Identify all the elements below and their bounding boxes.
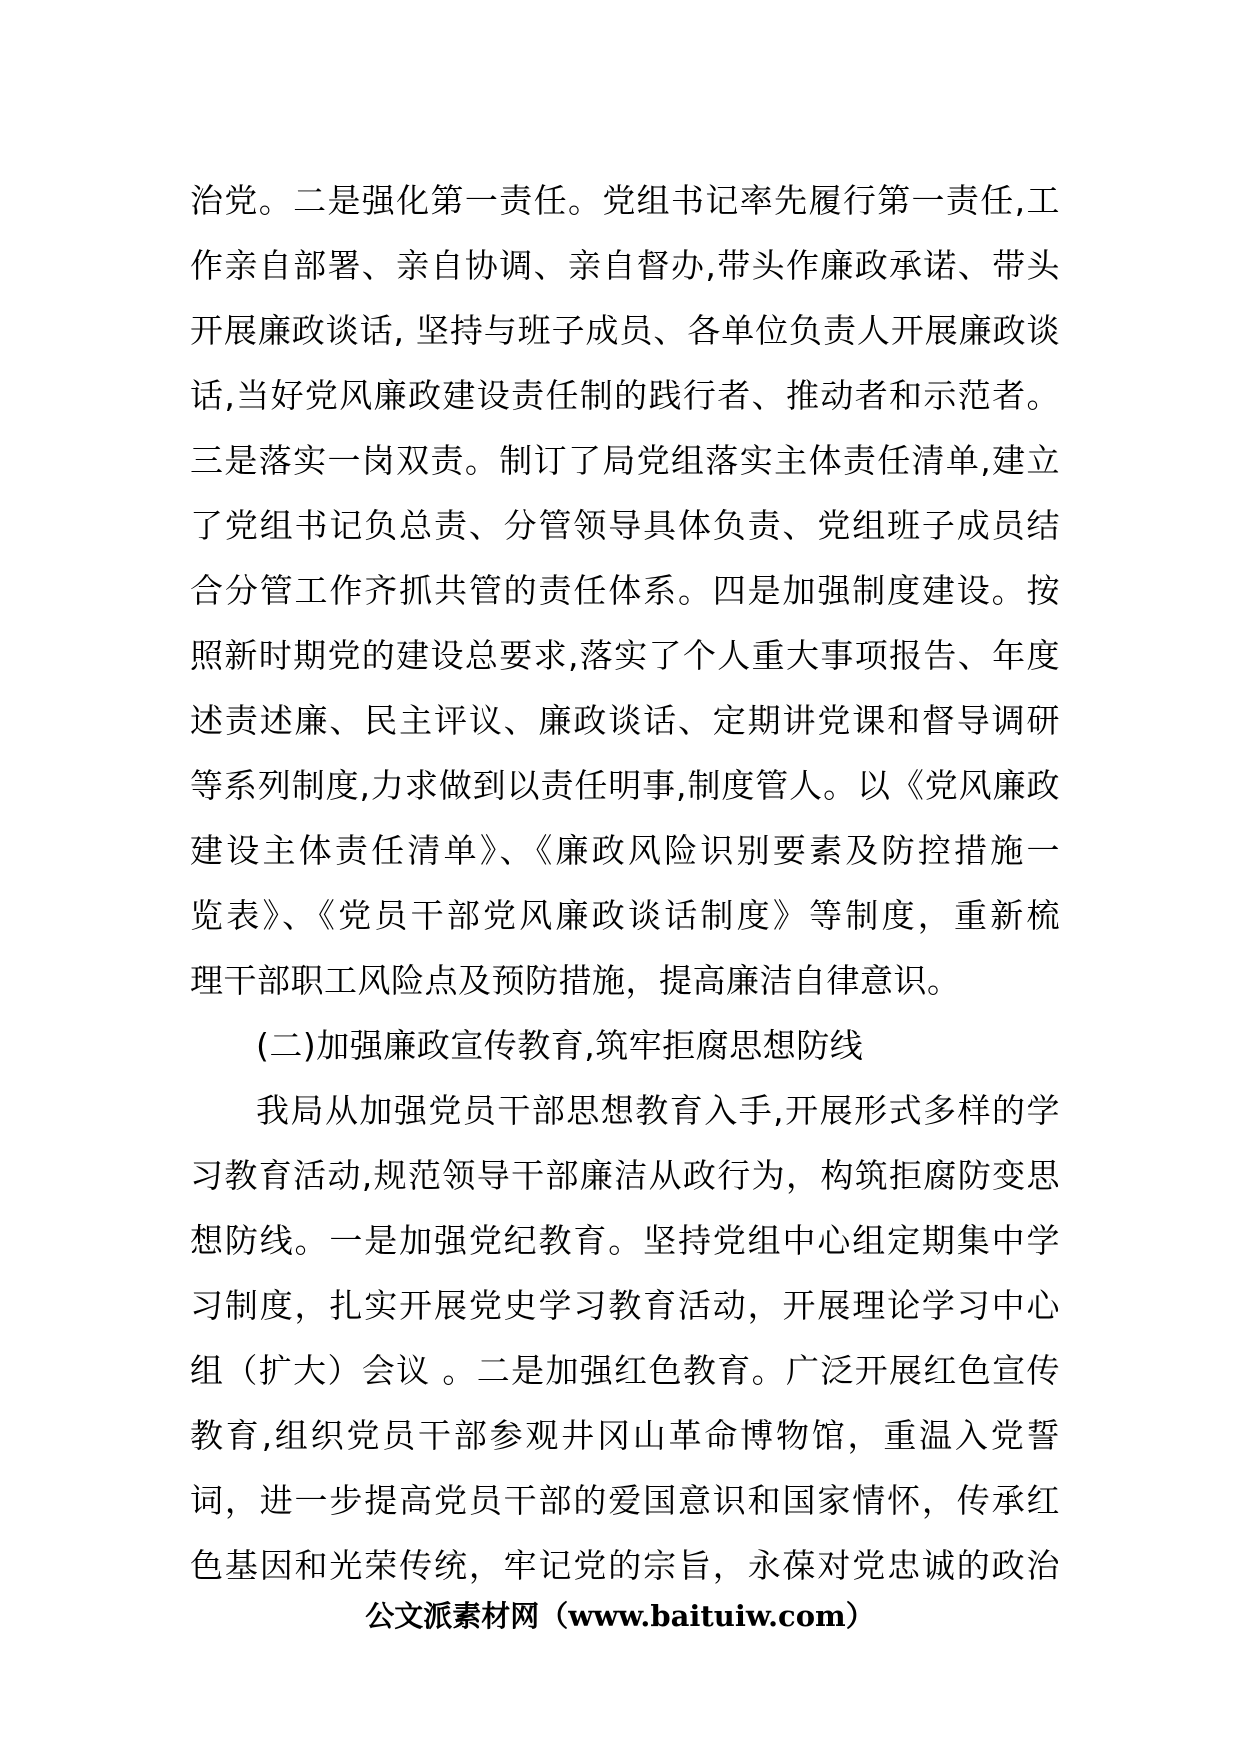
text-line: 览表》、《党员干部党风廉政谈话制度》等制度，重新梳 bbox=[190, 896, 1060, 935]
text-line: 作亲自部署、亲自协调、亲自督办,带头作廉政承诺、带头 bbox=[190, 246, 1060, 285]
text-line: 了党组书记负总责、分管领导具体负责、党组班子成员结 bbox=[190, 506, 1060, 545]
text-line: 习制度，扎实开展党史学习教育活动，开展理论学习中心 bbox=[190, 1286, 1060, 1325]
text-line: 理干部职工风险点及预防措施，提高廉洁自律意识。 bbox=[190, 961, 961, 1000]
text-line: 教育,组织党员干部参观井冈山革命博物馆，重温入党誓 bbox=[190, 1416, 1060, 1455]
text-line: 想防线。一是加强党纪教育。坚持党组中心组定期集中学 bbox=[190, 1221, 1060, 1260]
text-line: 词，进一步提高党员干部的爱国意识和国家情怀，传承红 bbox=[190, 1481, 1060, 1520]
text-line: 三是落实一岗双责。制订了局党组落实主体责任清单,建立 bbox=[190, 441, 1060, 480]
text-line: 照新时期党的建设总要求,落实了个人重大事项报告、年度 bbox=[190, 636, 1060, 675]
text-line: 合分管工作齐抓共管的责任体系。四是加强制度建设。按 bbox=[190, 571, 1060, 610]
text-line: 色基因和光荣传统，牢记党的宗旨，永葆对党忠诚的政治 bbox=[190, 1546, 1060, 1585]
text-line: 等系列制度,力求做到以责任明事,制度管人。以《党风廉政 bbox=[190, 766, 1060, 805]
text-line: 述责述廉、民主评议、廉政谈话、定期讲党课和督导调研 bbox=[190, 701, 1060, 740]
document-body bbox=[190, 168, 1060, 1598]
text-line: 组（扩大）会议 。二是加强红色教育。广泛开展红色宣传 bbox=[190, 1351, 1060, 1390]
text-line: 建设主体责任清单》、《廉政风险识别要素及防控措施一 bbox=[190, 831, 1060, 870]
text-line: 我局从加强党员干部思想教育入手,开展形式多样的学 bbox=[256, 1091, 1060, 1130]
text-line: 治党。二是强化第一责任。党组书记率先履行第一责任,工 bbox=[190, 181, 1060, 220]
section-heading: (二)加强廉政宣传教育,筑牢拒腐思想防线 bbox=[256, 1026, 864, 1065]
text-line: 话,当好党风廉政建设责任制的践行者、推动者和示范者。 bbox=[190, 376, 1060, 415]
text-line: 习教育活动,规范领导干部廉洁从政行为，构筑拒腐防变思 bbox=[190, 1156, 1060, 1195]
text-line: 开展廉政谈话, 坚持与班子成员、各单位负责人开展廉政谈 bbox=[190, 311, 1060, 350]
footer-watermark: 公文派素材网（www.baituiw.com） bbox=[365, 1599, 875, 1633]
